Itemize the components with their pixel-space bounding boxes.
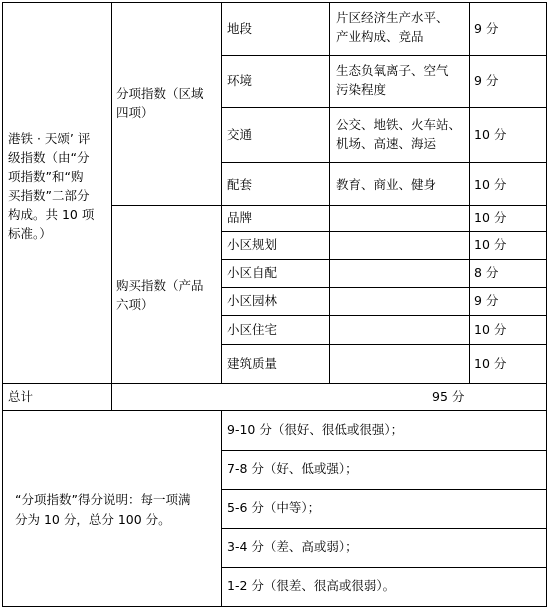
notes-col-line — [221, 410, 222, 607]
sub-group-a-label: 四项） — [116, 105, 154, 120]
row-score: 10 分 — [474, 177, 507, 192]
border-right — [546, 2, 547, 607]
sub-group-b-label: 购买指数（产品 — [116, 278, 204, 293]
row-item: 小区住宅 — [227, 322, 278, 337]
row-detail: 污染程度 — [336, 82, 387, 97]
row-item: 小区自配 — [227, 265, 278, 280]
notes-line-1 — [221, 450, 547, 451]
border-left — [2, 2, 3, 607]
notes-item: 3-4 分（差、高或弱）； — [227, 539, 358, 554]
col-line-1 — [111, 2, 112, 383]
main-label-line: 买指数”二部分 — [8, 188, 90, 203]
main-label-line: 项指数”和“购 — [8, 169, 84, 184]
notes-item: 5-6 分（中等）； — [227, 500, 321, 515]
row-line-4 — [111, 205, 547, 206]
total-label: 总计 — [8, 389, 34, 404]
row-line-3 — [221, 162, 547, 163]
row-score: 10 分 — [474, 210, 507, 225]
row-item: 小区规划 — [227, 237, 278, 252]
main-label-line: 港铁 · 天颂’ 评 — [8, 131, 91, 146]
main-label-line: 构成。共 10 项 — [8, 207, 95, 222]
row-detail: 机场、高速、海运 — [336, 136, 437, 151]
total-top-line — [2, 383, 547, 384]
row-line-7 — [221, 287, 547, 288]
row-score: 9 分 — [474, 21, 499, 36]
row-detail: 片区经济生产水平、 — [336, 10, 449, 25]
row-score: 10 分 — [474, 127, 507, 142]
row-score: 8 分 — [474, 265, 499, 280]
row-detail: 生态负氧离子、空气 — [336, 63, 449, 78]
col-line-3 — [329, 2, 330, 383]
main-label-line: 级指数（由“分 — [8, 150, 90, 165]
notes-line-4 — [221, 567, 547, 568]
notes-item: 7-8 分（好、低或强）； — [227, 461, 358, 476]
row-item: 品牌 — [227, 210, 253, 225]
total-bottom-line — [2, 410, 547, 411]
notes-line-2 — [221, 489, 547, 490]
row-score: 9 分 — [474, 293, 499, 308]
row-detail: 产业构成、竞品 — [336, 29, 424, 44]
notes-label: “分项指数”得分说明：每一项满 — [15, 492, 191, 507]
row-item: 交通 — [227, 127, 253, 142]
total-value: 95 分 — [432, 389, 465, 404]
border-top — [2, 2, 547, 3]
notes-line-3 — [221, 528, 547, 529]
row-line-1 — [221, 55, 547, 56]
row-item: 小区园林 — [227, 293, 278, 308]
row-item: 地段 — [227, 21, 253, 36]
border-bottom — [2, 606, 547, 607]
row-line-2 — [221, 107, 547, 108]
row-line-8 — [221, 315, 547, 316]
row-score: 10 分 — [474, 322, 507, 337]
row-score: 10 分 — [474, 356, 507, 371]
row-score: 9 分 — [474, 73, 499, 88]
row-line-5 — [221, 231, 547, 232]
total-col-line — [111, 383, 112, 410]
row-detail: 公交、地铁、火车站、 — [336, 117, 462, 132]
notes-label: 分为 10 分，总分 100 分。 — [15, 512, 171, 527]
col-line-2 — [221, 2, 222, 383]
row-detail: 教育、商业、健身 — [336, 177, 437, 192]
sub-group-b-label: 六项） — [116, 297, 154, 312]
sub-group-a-label: 分项指数（区域 — [116, 86, 204, 101]
row-line-6 — [221, 259, 547, 260]
row-score: 10 分 — [474, 237, 507, 252]
row-line-9 — [221, 344, 547, 345]
row-item: 建筑质量 — [227, 356, 278, 371]
row-item: 配套 — [227, 177, 253, 192]
notes-item: 1-2 分（很差、很高或很弱）。 — [227, 578, 396, 593]
notes-item: 9-10 分（很好、很低或很强）； — [227, 422, 404, 437]
row-item: 环境 — [227, 73, 253, 88]
col-line-4 — [469, 2, 470, 383]
main-label-line: 标准。） — [8, 226, 52, 241]
